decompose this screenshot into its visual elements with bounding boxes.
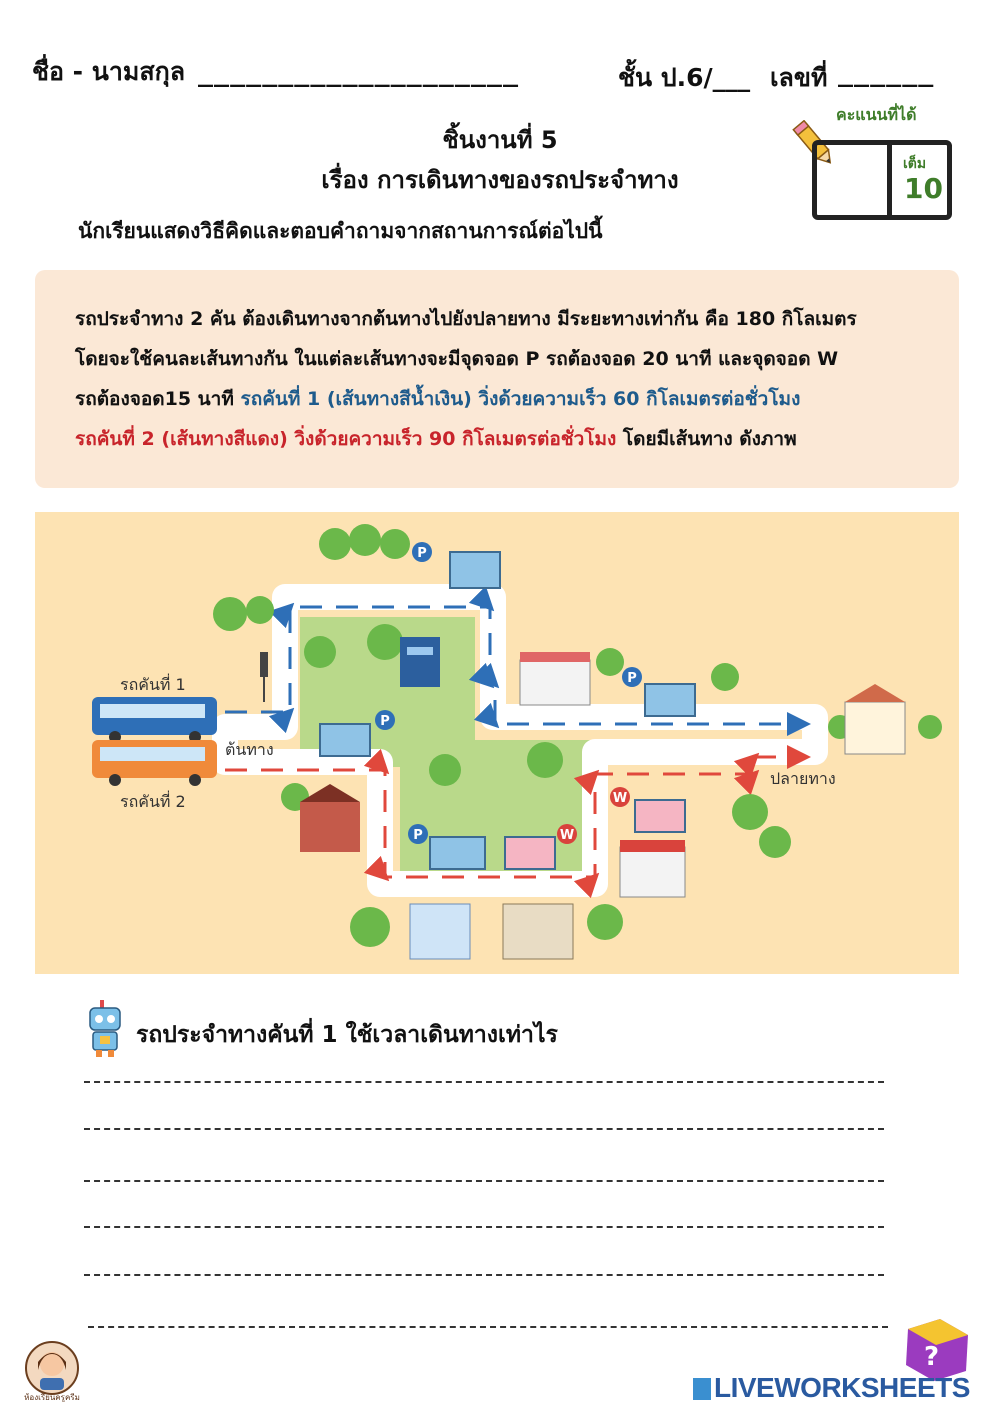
bus-1-label: รถคันที่ 1 <box>120 675 186 694</box>
traffic-light-icon <box>260 652 268 702</box>
bus-1-icon <box>92 697 217 743</box>
answer-line[interactable] <box>84 1180 884 1182</box>
p-marker: P <box>380 714 390 729</box>
teacher-logo <box>22 1340 82 1402</box>
problem-line-3-text: รถต้องจอด15 นาที <box>75 388 241 410</box>
w-marker: W <box>612 791 628 806</box>
problem-line-4 <box>75 424 797 454</box>
number-label: เลขที่ <box>770 63 828 92</box>
p-marker: P <box>627 671 637 686</box>
score-input[interactable] <box>822 150 878 210</box>
worksheet-number: ชิ้นงานที่ 5 <box>442 126 558 154</box>
score-label: คะแนนที่ได้ <box>836 105 917 124</box>
route-map <box>35 512 959 974</box>
bus-2-label: รถคันที่ 2 <box>120 792 186 811</box>
answer-line[interactable] <box>84 1274 884 1276</box>
full-score-value: 10 <box>904 172 943 205</box>
logo-caption: ห้องเรียนครูครีม <box>24 1393 80 1402</box>
problem-line-4-text: โดยมีเส้นทาง ดังภาพ <box>616 428 797 450</box>
route-map-illustration <box>35 512 959 974</box>
problem-box <box>35 270 959 488</box>
problem-line-2: โดยจะใช้คนละเส้นทางกัน ในแต่ละเส้นทางจะมีจุดจอด P รถต้องจอด 20 นาที และจุดจอด W <box>75 348 839 370</box>
question-text: รถประจำทางคันที่ 1 ใช้เวลาเดินทางเท่าไร <box>136 1022 558 1048</box>
name-blank[interactable]: ____________________ <box>198 58 520 87</box>
bus1-speed-text: รถคันที่ 1 (เส้นทางสีน้ำเงิน) วิ่งด้วยความเร็ว 60 กิโลเมตรต่อชั่วโมง <box>240 388 801 410</box>
p-marker: P <box>417 546 427 561</box>
liveworksheets-brand[interactable]: LIVEWORKSHEETS <box>714 1372 970 1403</box>
svg-text:?: ? <box>924 1342 940 1372</box>
p-marker: P <box>413 828 423 843</box>
bus2-speed-text: รถคันที่ 2 (เส้นทางสีแดง) วิ่งด้วยความเร็ว 90 กิโลเมตรต่อชั่วโมง <box>75 428 617 450</box>
start-label: ต้นทาง <box>225 740 274 759</box>
bus-2-icon <box>92 740 217 786</box>
robot-icon <box>84 1000 126 1058</box>
w-marker: W <box>559 828 575 843</box>
end-label: ปลายทาง <box>770 769 836 788</box>
worksheet-title: เรื่อง การเดินทางของรถประจำทาง <box>321 166 679 194</box>
problem-line-1: รถประจำทาง 2 คัน ต้องเดินทางจากต้นทางไปยังปลายทาง มีระยะทางเท่ากัน คือ 180 กิโลเมตร <box>75 308 857 330</box>
number-blank[interactable]: ______ <box>838 58 935 87</box>
instruction: นักเรียนแสดงวิธีคิดและตอบคำถามจากสถานการณ์ต่อไปนี้ <box>78 219 603 243</box>
class-label[interactable]: ชั้น ป.6/___ <box>618 63 751 92</box>
answer-line[interactable] <box>84 1128 884 1130</box>
name-label: ชื่อ - นามสกุล <box>32 57 186 86</box>
answer-line[interactable] <box>84 1226 884 1228</box>
liveworksheets-logo-icon <box>693 1378 711 1400</box>
answer-line[interactable] <box>84 1081 884 1083</box>
problem-line-3 <box>75 384 800 414</box>
answer-line[interactable] <box>88 1326 888 1328</box>
full-score-label: เต็ม <box>903 156 927 172</box>
